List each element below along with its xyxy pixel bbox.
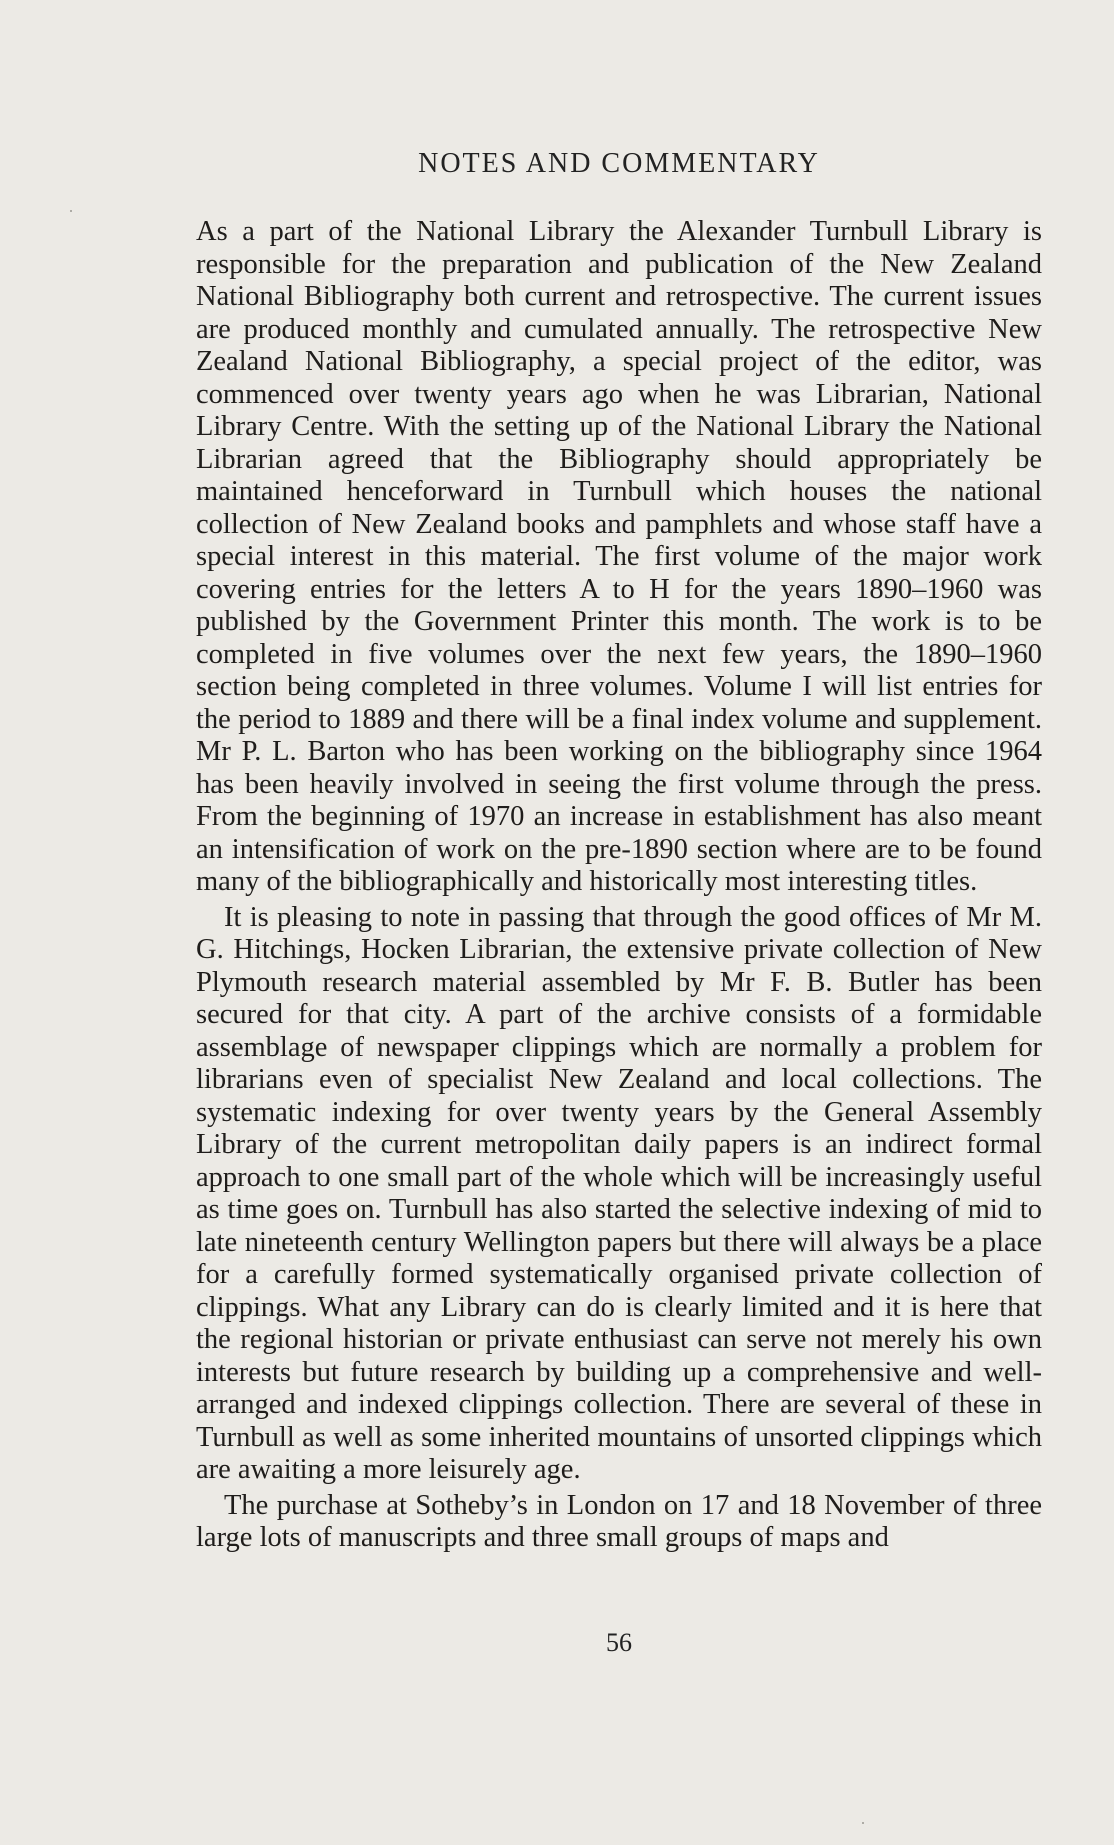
page-title: NOTES AND COMMENTARY	[418, 148, 820, 179]
paragraph-sothebys: The purchase at Sotheby’s in London on 17 and 18 November of three large lots of manuscripts and three small groups of maps and	[196, 1489, 1042, 1553]
article-body	[196, 216, 1042, 1555]
paragraph-clippings: It is pleasing to note in passing that through the good offices of Mr M. G. Hitchings, Hocken Librarian, the extensive private collection of New Plymouth research material assembled by Mr F. B. Butler has been secured for that city. A part of the archive consists of a formidable assemblage of newspaper clippings which are normally a problem for librarians even of specialist New Zealand and local collections. The systematic indexing for over twenty years by the General Assembly Library of the current metropolitan daily papers is an indirect formal approach to one small part of the whole which will be increasingly useful as time goes on. Turnbull has also started the selective indexing of mid to late nineteenth century Wellington papers but there will always be a place for a carefully formed systematically organised private collection of clippings. What any Library can do is clearly limited and it is here that the regional historian or private enthusiast can serve not merely his own interests but future research by building up a comprehensive and well-arranged and indexed clippings collection. There are several of these in Turnbull as well as some inherited mountains of unsorted clippings which are awaiting a more leisurely age.	[196, 901, 1042, 1485]
paper-speck	[862, 1822, 864, 1824]
paragraph-bibliography: As a part of the National Library the Alexander Turnbull Library is responsible for the preparation and publication of the New Zealand National Bibliography both current and retrospective. The current issues are produced monthly and cumulated annually. The retrospective New Zealand National Bibliography, a special project of the editor, was commenced over twenty years ago when he was Librarian, National Library Centre. With the setting up of the National Library the National Librarian agreed that the Bibliography should appropriately be maintained henceforward in Turnbull which houses the national collection of New Zealand books and pamphlets and whose staff have a special interest in this material. The first volume of the major work covering entries for the letters A to H for the years 1890–1960 was published by the Government Printer this month. The work is to be completed in five volumes over the next few years, the 1890–1960 section being completed in three volumes. Volume I will list entries for the period to 1889 and there will be a final index volume and supplement. Mr P. L. Barton who has been working on the bibliography since 1964 has been heavily involved in seeing the first volume through the press. From the beginning of 1970 an increase in establishment has also meant an intensification of work on the pre-1890 section where are to be found many of the bibliographically and historically most interesting titles.	[196, 216, 1042, 897]
paper-speck	[70, 210, 72, 212]
page-number: 56	[606, 1628, 632, 1657]
